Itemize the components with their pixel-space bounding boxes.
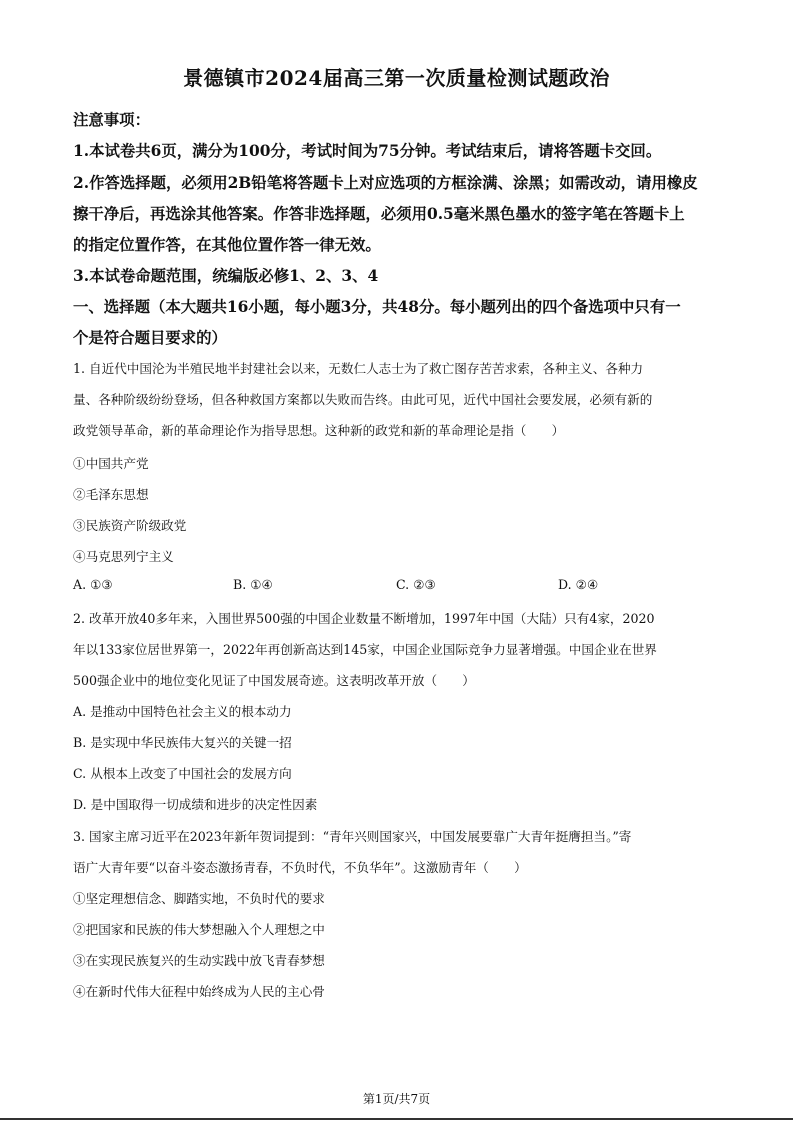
q2-option-d: D. 是中国取得一切成绩和进步的决定性因素	[73, 797, 318, 812]
q2-stem-line: 500强企业中的地位变化见证了中国发展奇迹。这表明改革开放（ ）	[73, 673, 475, 688]
q1-item: ③民族资产阶级政党	[73, 518, 187, 533]
q1-option-a: A. ①③	[73, 577, 113, 592]
q1-option-d: D. ②④	[558, 577, 599, 592]
notice-heading: 注意事项：	[73, 111, 150, 129]
q3-item: ②把国家和民族的伟大梦想融入个人理想之中	[73, 922, 325, 937]
q2-stem-line: 2. 改革开放40多年来，入围世界500强的中国企业数量不断增加，1997年中国（大陆）只有4家，2020	[73, 611, 655, 626]
q1-option-b: B. ①④	[233, 577, 273, 592]
q1-stem-line: 1. 自近代中国沦为半殖民地半封建社会以来，无数仁人志士为了救亡图存苦苦求索，各种主义、各种力	[73, 361, 644, 376]
q2-option-a: A. 是推动中国特色社会主义的根本动力	[73, 704, 292, 719]
q1-item: ①中国共产党	[73, 456, 149, 471]
notice-line: 2.作答选择题，必须用2B铅笔将答题卡上对应选项的方框涂满、涂黑；如需改动，请用橡皮	[73, 174, 698, 192]
q1-item: ④马克思列宁主义	[73, 549, 174, 564]
section-heading-line: 个是符合题目要求的）	[73, 329, 227, 347]
page-bottom-rule	[0, 1118, 793, 1120]
q2-option-c: C. 从根本上改变了中国社会的发展方向	[73, 766, 292, 781]
notice-line: 擦干净后，再选涂其他答案。作答非选择题，必须用0.5毫米黑色墨水的签字笔在答题卡上	[73, 205, 685, 223]
q2-option-b: B. 是实现中华民族伟大复兴的关键一招	[73, 735, 292, 750]
q3-stem-line: 3. 国家主席习近平在2023年新年贺词提到：“青年兴则国家兴，中国发展要靠广大青年挺膺担当。”寄	[73, 829, 632, 844]
section-heading-line: 一、选择题（本大题共16小题，每小题3分，共48分。每小题列出的四个备选项中只有一	[73, 298, 681, 316]
page-title: 景德镇市2024届高三第一次质量检测试题政治	[183, 66, 610, 90]
notice-line: 3.本试卷命题范围，统编版必修1、2、3、4	[73, 267, 379, 285]
q3-item: ④在新时代伟大征程中始终成为人民的主心骨	[73, 984, 325, 999]
page-number: 第1页/共7页	[362, 1092, 431, 1106]
q3-item: ①坚定理想信念、脚踏实地，不负时代的要求	[73, 891, 325, 906]
q1-stem-line: 政党领导革命，新的革命理论作为指导思想。这种新的政党和新的革命理论是指（ ）	[73, 423, 565, 438]
q3-item: ③在实现民族复兴的生动实践中放飞青春梦想	[73, 953, 325, 968]
q1-stem-line: 量、各种阶级纷纷登场，但各种救国方案都以失败而告终。由此可见，近代中国社会要发展，必须有新的	[73, 392, 653, 407]
q1-option-c: C. ②③	[396, 577, 436, 592]
notice-line: 1.本试卷共6页，满分为100分，考试时间为75分钟。考试结束后，请将答题卡交回。	[73, 142, 662, 160]
q3-stem-line: 语广大青年要“以奋斗姿态激扬青春，不负时代，不负华年”。这激励青年（ ）	[73, 860, 527, 875]
q1-item: ②毛泽东思想	[73, 487, 149, 502]
q2-stem-line: 年以133家位居世界第一，2022年再创新高达到145家，中国企业国际竞争力显著增强。中国企业在世界	[73, 642, 657, 657]
notice-line: 的指定位置作答，在其他位置作答一律无效。	[73, 236, 381, 254]
